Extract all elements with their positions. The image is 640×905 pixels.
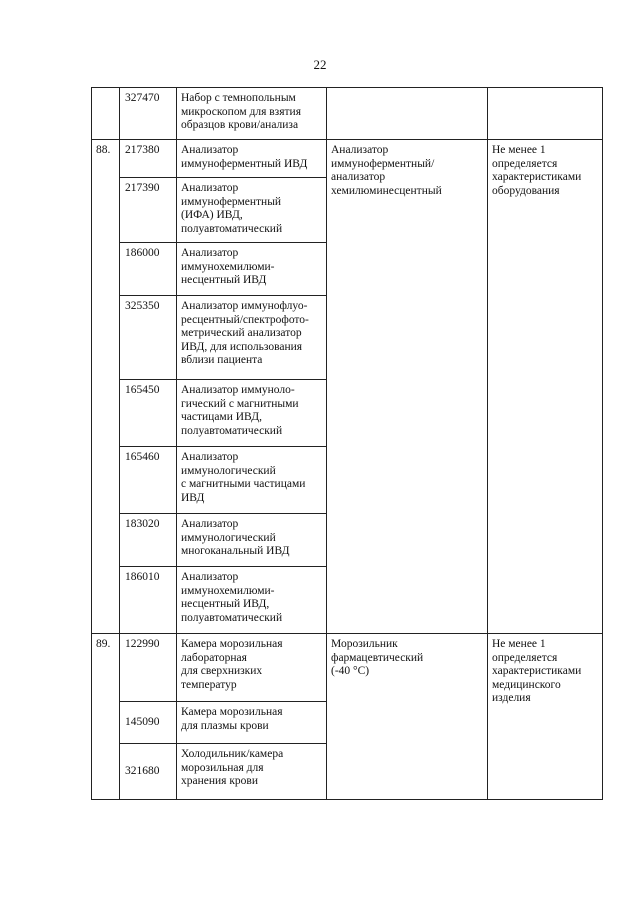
item-name: Анализатор иммунологический с магнитными частицами ИВД (177, 447, 327, 514)
item-name: Анализатор иммунологический многоканальный ИВД (177, 514, 327, 567)
item-name: Набор с темнопольным микроскопом для взятия образцов крови/анализа (177, 88, 327, 140)
item-name: Анализатор иммунохемилюми- несцентный ИВД (177, 243, 327, 296)
row-number (92, 88, 120, 140)
item-name: Камера морозильная для плазмы крови (177, 702, 327, 744)
item-code: 321680 (120, 744, 177, 800)
item-code: 325350 (120, 296, 177, 380)
page-number: 22 (313, 57, 327, 72)
item-name: Анализатор иммунохемилюми- несцентный ИВД, полуавтоматический (177, 567, 327, 634)
item-code: 145090 (120, 702, 177, 744)
item-code: 327470 (120, 88, 177, 140)
item-name: Анализатор иммунофлуо- ресцентный/спектрофото- метрический анализатор ИВД, для использования вблизи пациента (177, 296, 327, 380)
item-code: 165460 (120, 447, 177, 514)
table-row (92, 140, 603, 178)
equipment-type: Анализатор иммуноферментный/ анализатор хемилюминесцентный (327, 140, 488, 634)
table-row (92, 88, 603, 140)
equipment-type (327, 88, 488, 140)
table-row (92, 634, 603, 702)
requirement (488, 88, 603, 140)
equipment-table (91, 87, 603, 800)
item-name: Анализатор иммуноферментный (ИФА) ИВД, полуавтоматический (177, 178, 327, 243)
requirement: Не менее 1 определяется характеристиками оборудования (488, 140, 603, 634)
item-name: Анализатор иммуноферментный ИВД (177, 140, 327, 178)
item-name: Камера морозильная лабораторная для сверхнизких температур (177, 634, 327, 702)
item-code: 217390 (120, 178, 177, 243)
item-name: Холодильник/камера морозильная для хранения крови (177, 744, 327, 800)
item-code: 183020 (120, 514, 177, 567)
item-code: 122990 (120, 634, 177, 702)
item-code: 186010 (120, 567, 177, 634)
equipment-type: Морозильник фармацевтический (-40 °C) (327, 634, 488, 800)
requirement: Не менее 1 определяется характеристиками медицинского изделия (488, 634, 603, 800)
row-number: 89. (92, 634, 120, 800)
item-code: 186000 (120, 243, 177, 296)
item-code: 217380 (120, 140, 177, 178)
item-code: 165450 (120, 380, 177, 447)
item-name: Анализатор иммуноло- гический с магнитными частицами ИВД, полуавтоматический (177, 380, 327, 447)
row-number: 88. (92, 140, 120, 634)
